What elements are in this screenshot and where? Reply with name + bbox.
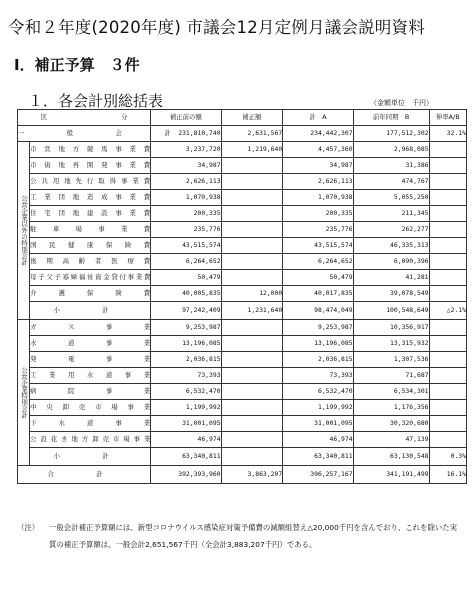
amount-value: 1,219,640: [221, 142, 283, 158]
account-name: 駐車場事業費: [30, 222, 151, 238]
table-row: [18, 222, 467, 238]
footnote-text: 一般会計補正予算額には、新型コロナウイルス感染症対策予備費の減額組替え△20,000千円を含んでおり、これを除いた実質の補正予算額は、一般会計2,651,567千円（全会計3,883,207千円）である。: [49, 523, 458, 549]
grand-total-row: [18, 466, 467, 484]
group2-subtotal-label: 小 計: [30, 448, 151, 466]
total-value: 46,974: [283, 432, 353, 448]
amount-value: [221, 190, 283, 206]
account-name: 国民健康保険費: [30, 238, 151, 254]
account-name: 発電事業: [30, 352, 151, 368]
prev-value: 1,307,536: [353, 352, 429, 368]
table-row: [18, 286, 467, 302]
total-value: 43,515,574: [283, 238, 353, 254]
total-value: 1,199,992: [283, 400, 353, 416]
table-row: [18, 368, 467, 384]
budget-summary-table: [17, 109, 467, 484]
prev-value: 47,139: [353, 432, 429, 448]
prev-value: 100,548,649: [353, 302, 429, 320]
grand-total-label: 合 計: [18, 466, 151, 484]
account-name: 市街地再開発事業費: [30, 158, 151, 174]
rate-value: [429, 158, 466, 174]
before-value: 63,340,811: [151, 448, 221, 466]
prev-value: 6,090,396: [353, 254, 429, 270]
before-value: 200,335: [151, 206, 221, 222]
unit-note: （金額単位 千円）: [370, 99, 433, 107]
prev-value: 71,687: [353, 368, 429, 384]
rate-value: [429, 270, 466, 286]
before-value: 231,810,740: [151, 126, 221, 142]
total-value: 63,340,811: [283, 448, 353, 466]
before-value: 1,199,992: [151, 400, 221, 416]
group2-subtotal-row: [18, 448, 467, 466]
prev-value: 2,968,085: [353, 142, 429, 158]
rate-value: 0.3%: [429, 448, 466, 466]
rate-value: [429, 400, 466, 416]
account-name: 母子父子寡婦福祉資金貸付事業費: [30, 270, 151, 286]
prev-value: 262,277: [353, 222, 429, 238]
account-name: 病院事業: [30, 384, 151, 400]
account-name: 公設花き地方卸売市場事業: [30, 432, 151, 448]
general-account-row: [18, 126, 467, 142]
before-value: 50,479: [151, 270, 221, 286]
rate-value: [429, 174, 466, 190]
rate-value: [429, 336, 466, 352]
header-prev: 前年同期 B: [353, 110, 429, 126]
group1-subtotal-row: [18, 302, 467, 320]
before-value: 6,532,470: [151, 384, 221, 400]
account-name: 住宅団地建設事業費: [30, 206, 151, 222]
rate-value: [429, 254, 466, 270]
account-name: 後期高齢者医療費: [30, 254, 151, 270]
subsection-heading: １．各会計別総括表: [28, 92, 164, 110]
total-value: 234,442,307: [283, 126, 353, 142]
amount-value: 12,000: [221, 286, 283, 302]
rate-value: [429, 432, 466, 448]
header-total: 計 A: [283, 110, 353, 126]
total-value: 73,393: [283, 368, 353, 384]
before-value: 97,242,409: [151, 302, 221, 320]
before-value: 40,005,835: [151, 286, 221, 302]
before-value: 1,070,938: [151, 190, 221, 206]
before-value: 9,253,987: [151, 320, 221, 336]
prev-value: 41,281: [353, 270, 429, 286]
total-value: 13,196,085: [283, 336, 353, 352]
amount-value: [221, 368, 283, 384]
rate-value: [429, 352, 466, 368]
header-kubun-label: 区: [40, 113, 48, 121]
rate-value: [429, 142, 466, 158]
table-row: [18, 254, 467, 270]
before-value: 46,974: [151, 432, 221, 448]
prev-value: 63,130,548: [353, 448, 429, 466]
table-row: [18, 206, 467, 222]
amount-value: [221, 174, 283, 190]
before-value: 31,001,095: [151, 416, 221, 432]
amount-value: [221, 432, 283, 448]
table-row: [18, 400, 467, 416]
account-name: 工業用水道事業: [30, 368, 151, 384]
table-row: [18, 174, 467, 190]
total-value: 98,474,049: [283, 302, 353, 320]
total-value: 396,257,167: [283, 466, 353, 484]
header-kubun: [18, 110, 151, 126]
before-value: 392,393,960: [151, 466, 221, 484]
before-value: 73,393: [151, 368, 221, 384]
prev-value: 341,191,499: [353, 466, 429, 484]
amount-value: 1,231,640: [221, 302, 283, 320]
table-row: [18, 320, 467, 336]
before-value: 2,036,815: [151, 352, 221, 368]
account-name: 市営地方競馬事業費: [30, 142, 151, 158]
before-value: 13,196,085: [151, 336, 221, 352]
document-title: 令和２年度(2020年度) 市議会12月定例月議会説明資料: [8, 18, 425, 37]
section-heading: Ⅰ．補正予算 ３件: [14, 56, 140, 74]
total-value: 235,776: [283, 222, 353, 238]
rate-value: [429, 238, 466, 254]
table-row: [18, 384, 467, 400]
prev-value: 177,512,302: [353, 126, 429, 142]
header-before: 補正前の額: [151, 110, 221, 126]
prev-value: 30,320,680: [353, 416, 429, 432]
prev-value: 39,078,549: [353, 286, 429, 302]
table-row: [18, 238, 467, 254]
before-value: 3,237,720: [151, 142, 221, 158]
table-row: [18, 336, 467, 352]
total-value: 34,987: [283, 158, 353, 174]
table-row: [18, 190, 467, 206]
rate-value: [429, 206, 466, 222]
prev-value: 13,315,932: [353, 336, 429, 352]
account-name: 公共用地先行取得事業費: [30, 174, 151, 190]
amount-value: [221, 222, 283, 238]
rate-value: [429, 222, 466, 238]
group1-label: 公営企業以外の特別会計: [18, 142, 30, 320]
group1-subtotal-label: 小 計: [30, 302, 151, 320]
rate-value: 32.1%: [429, 126, 466, 142]
table-row: [18, 432, 467, 448]
account-name: ガス事業: [30, 320, 151, 336]
prev-value: 6,534,301: [353, 384, 429, 400]
total-value: 6,532,470: [283, 384, 353, 400]
prev-value: 10,356,917: [353, 320, 429, 336]
rate-value: △2.1%: [429, 302, 466, 320]
amount-value: [221, 352, 283, 368]
total-value: 2,626,113: [283, 174, 353, 190]
header-rate: 伸率A/B: [429, 110, 466, 126]
before-value: 6,264,652: [151, 254, 221, 270]
amount-value: [221, 206, 283, 222]
before-value: 235,776: [151, 222, 221, 238]
prev-value: 31,386: [353, 158, 429, 174]
prev-value: 1,176,356: [353, 400, 429, 416]
rate-value: [429, 384, 466, 400]
amount-value: 3,863,207: [221, 466, 283, 484]
total-value: 9,253,987: [283, 320, 353, 336]
account-name: 介護保険費: [30, 286, 151, 302]
rate-value: [429, 416, 466, 432]
account-name: 工業団地造成事業費: [30, 190, 151, 206]
header-row: [18, 110, 467, 126]
before-value: 34,987: [151, 158, 221, 174]
footnote-label: （注）: [17, 523, 40, 532]
amount-value: [221, 270, 283, 286]
prev-value: 474,767: [353, 174, 429, 190]
total-value: 6,264,652: [283, 254, 353, 270]
table-row: [18, 352, 467, 368]
header-bun-label: 分: [121, 113, 128, 121]
table-row: [18, 158, 467, 174]
table-row: [18, 416, 467, 432]
total-value: 1,070,938: [283, 190, 353, 206]
total-value: 31,001,095: [283, 416, 353, 432]
total-value: 4,457,360: [283, 142, 353, 158]
amount-value: [221, 384, 283, 400]
total-value: 2,036,815: [283, 352, 353, 368]
rate-value: [429, 368, 466, 384]
rate-value: [429, 190, 466, 206]
amount-value: [221, 238, 283, 254]
total-value: 50,479: [283, 270, 353, 286]
prev-value: 211,345: [353, 206, 429, 222]
total-value: 40,017,835: [283, 286, 353, 302]
amount-value: [221, 320, 283, 336]
account-name: 水道事業: [30, 336, 151, 352]
prev-value: 5,055,250: [353, 190, 429, 206]
before-value: 2,626,113: [151, 174, 221, 190]
header-amount: 補正額: [221, 110, 283, 126]
account-name: 下水道事業: [30, 416, 151, 432]
amount-value: [221, 448, 283, 466]
amount-value: [221, 336, 283, 352]
amount-value: [221, 254, 283, 270]
general-account-label: 一 般 会 計: [18, 126, 151, 142]
total-value: 200,335: [283, 206, 353, 222]
amount-value: [221, 416, 283, 432]
prev-value: 46,335,313: [353, 238, 429, 254]
amount-value: [221, 158, 283, 174]
footnote: [17, 519, 462, 553]
rate-value: [429, 286, 466, 302]
table-row: [18, 142, 467, 158]
rate-value: 16.1%: [429, 466, 466, 484]
group2-label: 公営企業特別会計: [18, 320, 30, 466]
before-value: 43,515,574: [151, 238, 221, 254]
rate-value: [429, 320, 466, 336]
table-row: [18, 270, 467, 286]
amount-value: 2,631,567: [221, 126, 283, 142]
account-name: 中央卸売市場事業: [30, 400, 151, 416]
amount-value: [221, 400, 283, 416]
